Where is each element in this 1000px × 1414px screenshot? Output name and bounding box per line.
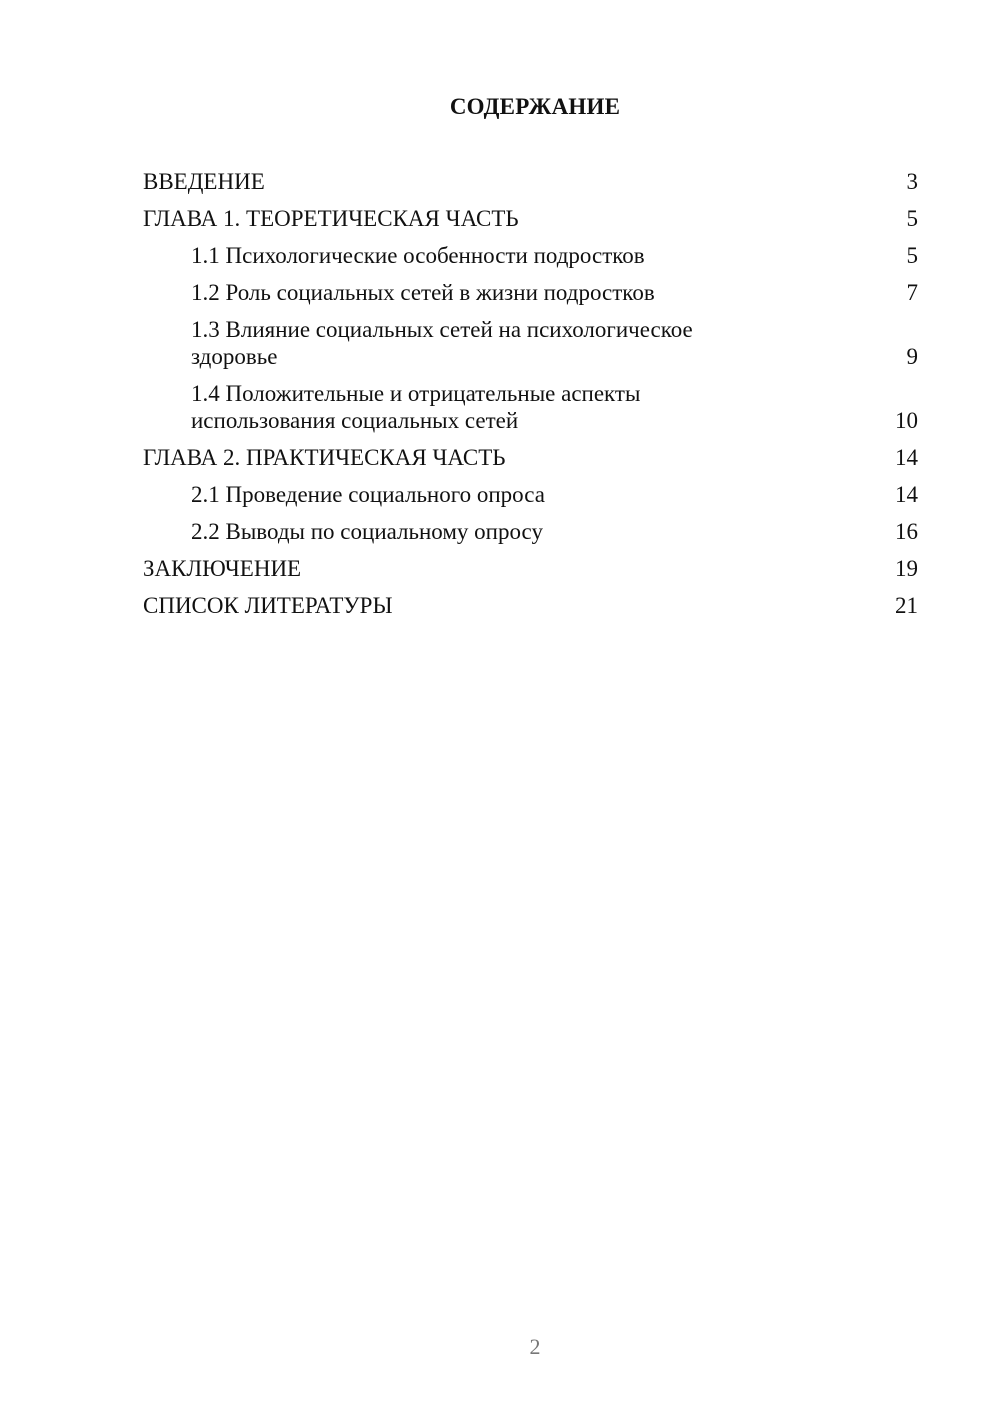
toc-entry-page: 14	[895, 482, 918, 507]
toc-entry-chapter-1[interactable]	[143, 205, 918, 232]
toc-entry-page: 3	[906, 169, 918, 194]
toc-entry-title: ВВЕДЕНИЕ	[143, 169, 265, 194]
toc-entry-title: 1.4 Положительные и отрицательные аспекты использования социальных сетей	[191, 381, 641, 433]
toc-entry-title: ГЛАВА 1. ТЕОРЕТИЧЕСКАЯ ЧАСТЬ	[143, 206, 519, 231]
table-of-contents	[143, 168, 918, 629]
toc-entry-section-2-1[interactable]	[143, 481, 918, 508]
toc-entry-page: 14	[895, 445, 918, 470]
toc-entry-conclusion[interactable]	[143, 555, 918, 582]
toc-entry-page: 7	[906, 280, 918, 305]
toc-entry-section-1-1[interactable]	[143, 242, 918, 269]
toc-entry-section-1-2[interactable]	[143, 279, 918, 306]
toc-entry-page: 21	[895, 593, 918, 618]
page-number: 2	[529, 1334, 541, 1359]
toc-entry-introduction[interactable]	[143, 168, 918, 195]
toc-entry-title: 1.3 Влияние социальных сетей на психологическое здоровье	[191, 317, 693, 369]
toc-entry-page: 10	[895, 408, 918, 433]
toc-entry-title: 2.2 Выводы по социальному опросу	[191, 519, 543, 544]
toc-entry-title: ГЛАВА 2. ПРАКТИЧЕСКАЯ ЧАСТЬ	[143, 445, 506, 470]
toc-entry-title: 2.1 Проведение социального опроса	[191, 482, 545, 507]
toc-entry-chapter-2[interactable]	[143, 444, 918, 471]
toc-entry-page: 19	[895, 556, 918, 581]
toc-entry-section-1-3[interactable]	[143, 316, 918, 370]
toc-entry-page: 16	[895, 519, 918, 544]
page-title: СОДЕРЖАНИЕ	[449, 94, 621, 119]
toc-entry-title: СПИСОК ЛИТЕРАТУРЫ	[143, 593, 393, 618]
toc-entry-title: 1.2 Роль социальных сетей в жизни подростков	[191, 280, 655, 305]
toc-entry-section-2-2[interactable]	[143, 518, 918, 545]
toc-entry-page: 9	[906, 344, 918, 369]
toc-entry-page: 5	[906, 243, 918, 268]
toc-entry-page: 5	[906, 206, 918, 231]
toc-entry-title: 1.1 Психологические особенности подростков	[191, 243, 645, 268]
toc-entry-section-1-4[interactable]	[143, 380, 918, 434]
toc-entry-title: ЗАКЛЮЧЕНИЕ	[143, 556, 302, 581]
toc-entry-references[interactable]	[143, 592, 918, 619]
